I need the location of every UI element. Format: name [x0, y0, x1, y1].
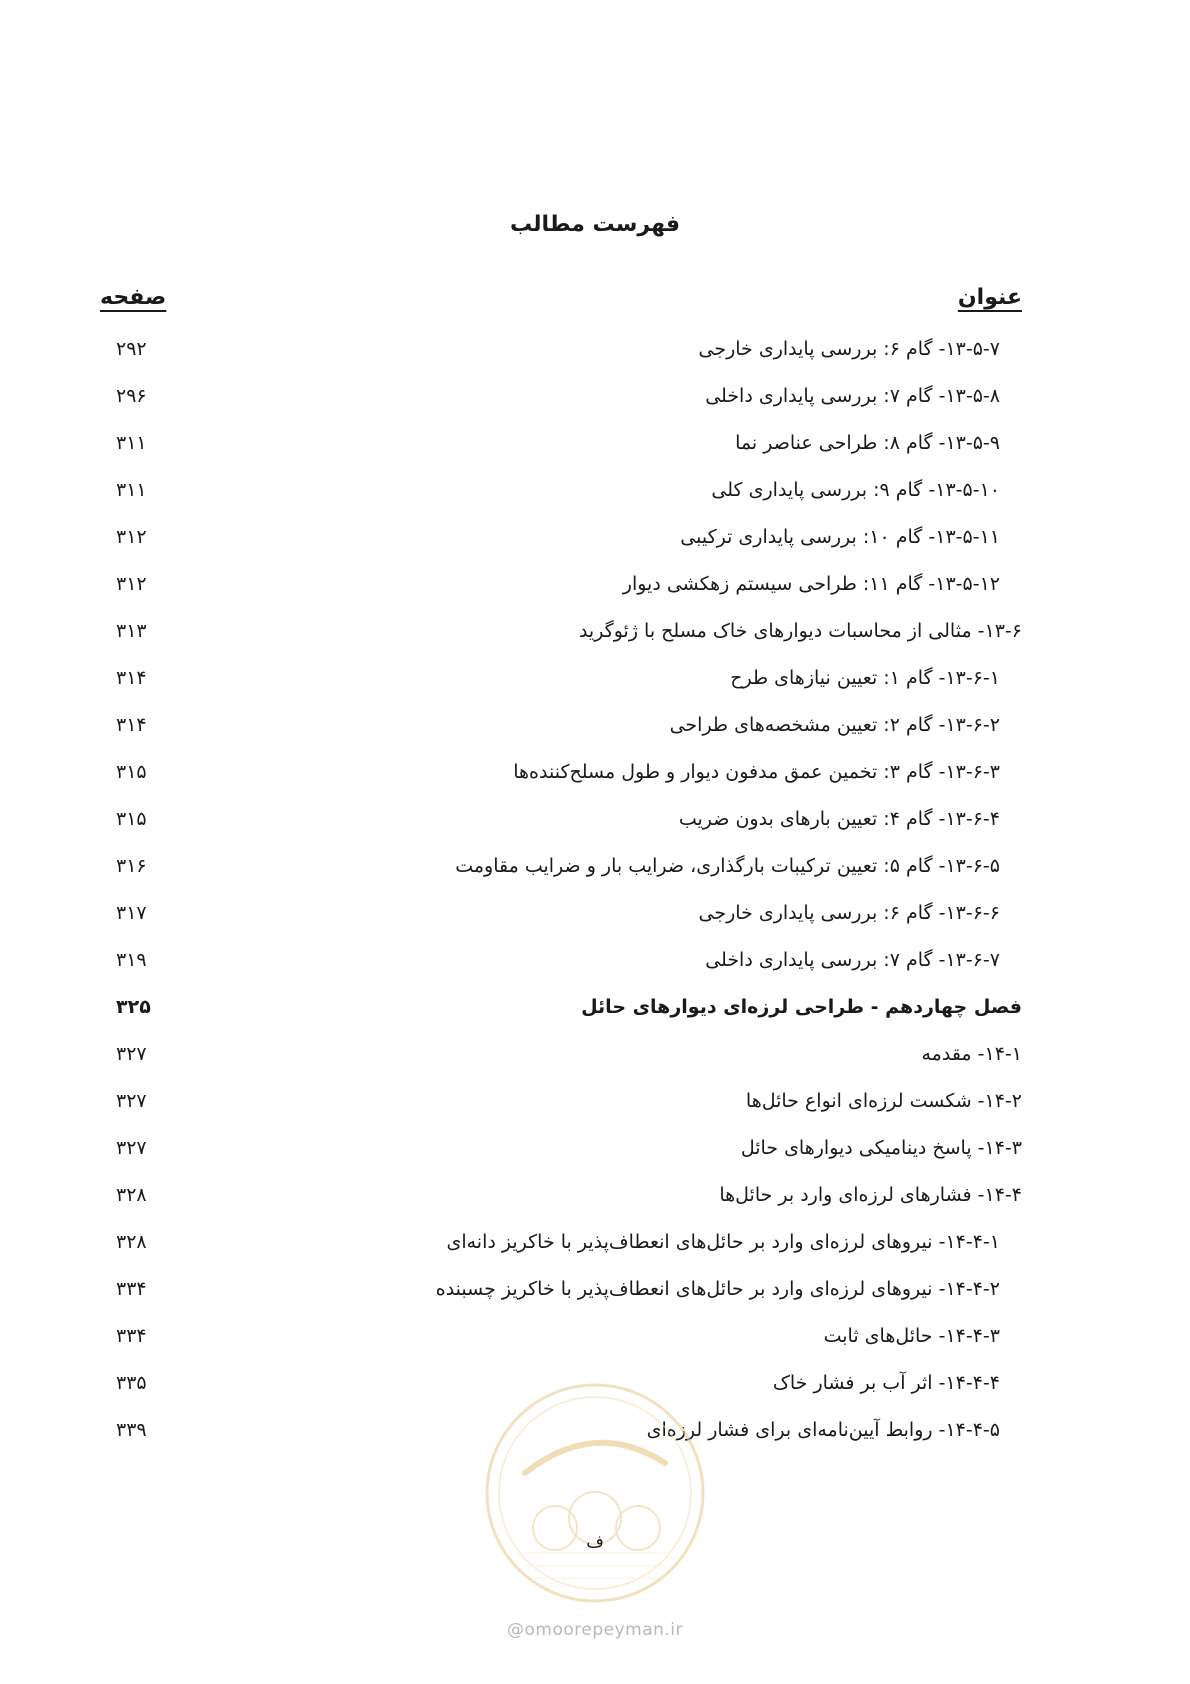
- toc-entry-page: ۳۲۵: [116, 996, 151, 1018]
- toc-row: [100, 757, 1022, 804]
- toc-chapter-row: [100, 992, 1022, 1039]
- toc-row: [100, 1133, 1022, 1180]
- toc-row: [100, 334, 1022, 381]
- column-header-page: صفحه: [100, 285, 167, 310]
- toc-entry-page: ۲۹۶: [116, 385, 147, 407]
- toc-row: [100, 663, 1022, 710]
- toc-entry-page: ۳۳۵: [116, 1372, 147, 1394]
- toc-entry-title: ۱۳-۶-۳- گام ۳: تخمین عمق مدفون دیوار و طول مسلح‌کننده‌ها: [513, 761, 1000, 783]
- toc-entry-page: ۳۱۵: [116, 761, 147, 783]
- toc-entry-page: ۳۱۱: [116, 432, 147, 454]
- toc-entry-page: ۳۳۴: [116, 1278, 147, 1300]
- toc-entry-page: ۳۱۲: [116, 526, 147, 548]
- toc-entry-page: ۳۱۷: [116, 902, 147, 924]
- table-of-contents: [100, 334, 1022, 1462]
- toc-row: [100, 945, 1022, 992]
- toc-entry-page: ۳۳۴: [116, 1325, 147, 1347]
- toc-row: [100, 804, 1022, 851]
- toc-row: [100, 569, 1022, 616]
- toc-entry-title: ۱۴-۴-۵- روابط آیین‌نامه‌ای برای فشار لرزه‌ای: [646, 1419, 1000, 1441]
- toc-row: [100, 1227, 1022, 1274]
- toc-entry-title: ۱۳-۵-۷- گام ۶: بررسی پایداری خارجی: [698, 338, 1000, 360]
- toc-entry-title: ۱۳-۶-۶- گام ۶: بررسی پایداری خارجی: [698, 902, 1000, 924]
- toc-row: [100, 1274, 1022, 1321]
- toc-entry-title: ۱۳-۶-۱- گام ۱: تعیین نیازهای طرح: [730, 667, 1000, 689]
- toc-entry-title: ۱۳-۵-۱۰- گام ۹: بررسی پایداری کلی: [711, 479, 1000, 501]
- toc-entry-page: ۳۲۷: [116, 1137, 147, 1159]
- toc-row: [100, 1086, 1022, 1133]
- toc-entry-title: ۱۳-۶-۷- گام ۷: بررسی پایداری داخلی: [705, 949, 1000, 971]
- toc-entry-page: ۲۹۲: [116, 338, 147, 360]
- toc-row: [100, 1039, 1022, 1086]
- toc-entry-title: ۱۳-۶- مثالی از محاسبات دیوارهای خاک مسلح با ژئوگرید: [578, 620, 1022, 642]
- toc-entry-page: ۳۱۹: [116, 949, 147, 971]
- toc-entry-title: ۱۳-۶-۴- گام ۴: تعیین بارهای بدون ضریب: [678, 808, 1000, 830]
- publisher-logo-watermark: [480, 1378, 710, 1608]
- toc-entry-title: ۱۳-۶-۲- گام ۲: تعیین مشخصه‌های طراحی: [669, 714, 1000, 736]
- toc-entry-page: ۳۱۱: [116, 479, 147, 501]
- toc-entry-title: ۱۴-۴-۴- اثر آب بر فشار خاک: [772, 1372, 1000, 1394]
- watermark-url: @omoorepeyman.ir: [506, 1620, 684, 1640]
- page-title: فهرست مطالب: [509, 212, 681, 237]
- toc-entry-page: ۳۱۲: [116, 573, 147, 595]
- toc-entry-title: ۱۴-۴-۳- حائل‌های ثابت: [823, 1325, 1000, 1347]
- toc-entry-page: ۳۲۷: [116, 1043, 147, 1065]
- toc-entry-title: ۱۳-۶-۵- گام ۵: تعیین ترکیبات بارگذاری، ضرایب بار و ضرایب مقاومت: [455, 855, 1000, 877]
- toc-entry-title: ۱۴-۴-۱- نیروهای لرزه‌ای وارد بر حائل‌های انعطاف‌پذیر با خاکریز دانه‌ای: [446, 1231, 1000, 1253]
- toc-entry-title: ۱۴-۱- مقدمه: [921, 1043, 1022, 1065]
- toc-row: [100, 428, 1022, 475]
- toc-entry-page: ۳۱۴: [116, 667, 147, 689]
- page-number: ف: [586, 1532, 604, 1552]
- toc-entry-title: ۱۳-۵-۱۱- گام ۱۰: بررسی پایداری ترکیبی: [680, 526, 1000, 548]
- column-header-title: عنوان: [957, 285, 1022, 310]
- toc-entry-page: ۳۲۸: [116, 1231, 147, 1253]
- toc-entry-title: ۱۴-۲- شکست لرزه‌ای انواع حائل‌ها: [745, 1090, 1022, 1112]
- toc-row: [100, 616, 1022, 663]
- toc-entry-title: ۱۴-۴- فشارهای لرزه‌ای وارد بر حائل‌ها: [719, 1184, 1022, 1206]
- toc-entry-page: ۳۱۴: [116, 714, 147, 736]
- toc-row: [100, 522, 1022, 569]
- toc-entry-title: ۱۴-۴-۲- نیروهای لرزه‌ای وارد بر حائل‌های انعطاف‌پذیر با خاکریز چسبنده: [435, 1278, 1000, 1300]
- toc-row: [100, 851, 1022, 898]
- toc-entry-title: ۱۳-۵-۸- گام ۷: بررسی پایداری داخلی: [705, 385, 1000, 407]
- toc-row: [100, 1180, 1022, 1227]
- toc-row: [100, 1321, 1022, 1368]
- toc-entry-title: ۱۳-۵-۱۲- گام ۱۱: طراحی سیستم زهکشی دیوار: [622, 573, 1000, 595]
- toc-entry-page: ۳۱۶: [116, 855, 147, 877]
- toc-entry-title: ۱۳-۵-۹- گام ۸: طراحی عناصر نما: [735, 432, 1000, 454]
- toc-entry-page: ۳۱۳: [116, 620, 147, 642]
- toc-entry-title: ۱۴-۳- پاسخ دینامیکی دیوارهای حائل: [740, 1137, 1022, 1159]
- toc-row: [100, 381, 1022, 428]
- toc-row: [100, 475, 1022, 522]
- toc-entry-page: ۳۲۸: [116, 1184, 147, 1206]
- toc-entry-page: ۳۲۷: [116, 1090, 147, 1112]
- toc-entry-page: ۳۱۵: [116, 808, 147, 830]
- toc-row: [100, 710, 1022, 757]
- toc-entry-title: فصل چهاردهم - طراحی لرزه‌ای دیوارهای حائل: [581, 996, 1022, 1018]
- toc-row: [100, 898, 1022, 945]
- toc-entry-page: ۳۳۹: [116, 1419, 147, 1441]
